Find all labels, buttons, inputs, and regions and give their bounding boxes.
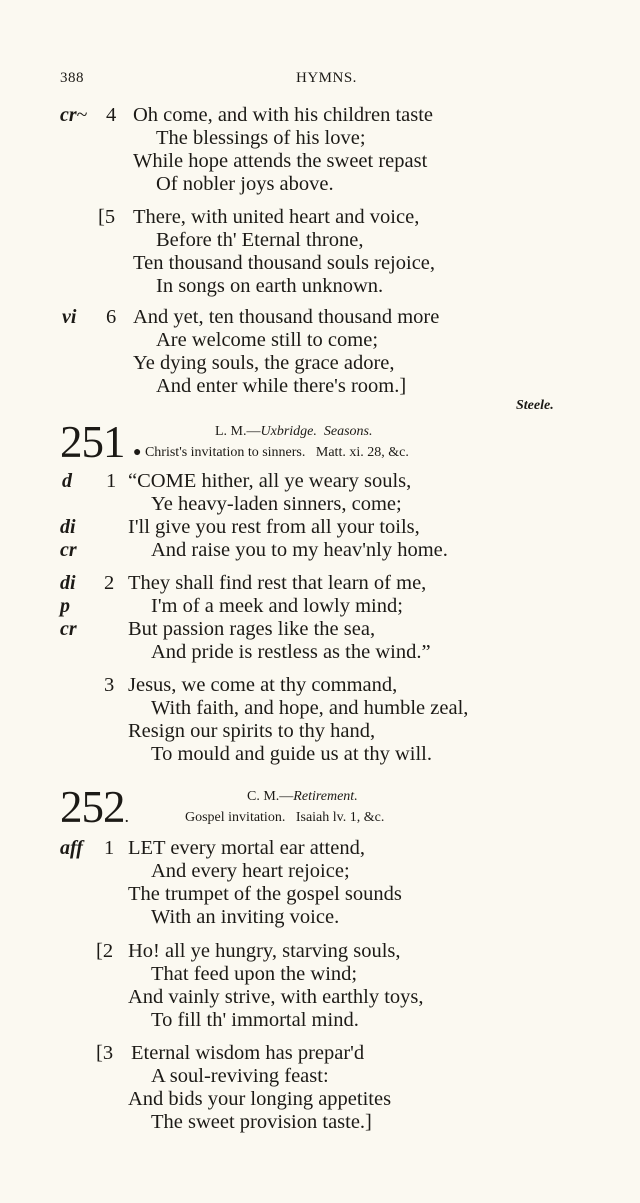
hymn-line: Ho! all ye hungry, starving souls, <box>128 940 401 962</box>
hymn-line: There, with united heart and voice, <box>133 206 420 228</box>
mark-cr: cr <box>60 539 77 561</box>
verse-number: 3 <box>104 674 115 696</box>
mark-di: di <box>60 516 76 538</box>
hymn-line: But passion rages like the sea, <box>128 618 376 640</box>
hymn-252-subject: Gospel invitation. Isaiah lv. 1, &c. <box>185 810 385 825</box>
mark-cr: cr~ <box>60 104 88 126</box>
hymn-number-251: 251 <box>60 417 125 467</box>
hymn-line: And vainly strive, with earthly toys, <box>128 986 424 1008</box>
hymn-line: Before th' Eternal throne, <box>156 229 364 251</box>
verse-number: [3 <box>96 1042 114 1064</box>
verse-number: 1 <box>104 837 115 859</box>
hymn-line: Are welcome still to come; <box>156 329 379 351</box>
verse-number: [2 <box>96 940 114 962</box>
hymn-line: And every heart rejoice; <box>151 860 350 882</box>
hymn-line: While hope attends the sweet repast <box>133 150 428 172</box>
running-title: HYMNS. <box>296 70 357 86</box>
mark-aff: aff <box>60 837 83 859</box>
hymn-line: Ye dying souls, the grace adore, <box>133 352 395 374</box>
hymn-line: And yet, ten thousand thousand more <box>133 306 440 328</box>
mark-vi: vi <box>62 306 77 328</box>
hymn-line: Jesus, we come at thy command, <box>128 674 398 696</box>
verse-number: 4 <box>106 104 117 126</box>
hymn-line: That feed upon the wind; <box>151 963 358 985</box>
hymn-line: They shall find rest that learn of me, <box>128 572 427 594</box>
hymn-line: A soul-reviving feast: <box>151 1065 329 1087</box>
hymn-line: To mould and guide us at thy will. <box>151 743 432 765</box>
hymn-line: To fill th' immortal mind. <box>151 1009 359 1031</box>
hymn-line: Resign our spirits to thy hand, <box>128 720 376 742</box>
verse-number: [5 <box>98 206 116 228</box>
verse-number: 1 <box>106 470 117 492</box>
hymn-line: LET every mortal ear attend, <box>128 837 365 859</box>
mark-d: d <box>62 470 72 492</box>
hymn-line: The trumpet of the gospel sounds <box>128 883 402 905</box>
hymn-line: The sweet provision taste.] <box>151 1111 372 1133</box>
mark-cr: cr <box>60 618 77 640</box>
hymn-line: And raise you to my heav'nly home. <box>151 539 448 561</box>
hymn-line: Ye heavy-laden sinners, come; <box>151 493 402 515</box>
author-attribution: Steele. <box>516 398 554 413</box>
hymn-line: And bids your longing appetites <box>128 1088 392 1110</box>
mark-p: p <box>60 595 70 617</box>
hymn-line: Eternal wisdom has prepar'd <box>131 1042 365 1064</box>
hymn-251-subject: ● Christ's invitation to sinners. Matt. xi. 28, &c. <box>133 445 409 460</box>
hymn-line: And pride is restless as the wind.” <box>151 641 431 663</box>
mark-di: di <box>60 572 76 594</box>
hymn-line: Ten thousand thousand souls rejoice, <box>133 252 436 274</box>
verse-number: 2 <box>104 572 115 594</box>
hymn-line: And enter while there's room.] <box>156 375 407 397</box>
hymn-line: “COME hither, all ye weary souls, <box>128 470 412 492</box>
hymn-line: I'll give you rest from all your toils, <box>128 516 420 538</box>
page-number: 388 <box>60 70 84 86</box>
hymn-252-meter-tune: C. M.—Retirement. <box>247 789 358 804</box>
hymn-number-252: 252. <box>60 782 129 832</box>
hymn-line: Oh come, and with his children taste <box>133 104 434 126</box>
hymn-line: The blessings of his love; <box>156 127 366 149</box>
hymn-line: In songs on earth unknown. <box>156 275 384 297</box>
hymn-line: With an inviting voice. <box>151 906 340 928</box>
hymn-line: Of nobler joys above. <box>156 173 334 195</box>
hymn-251-meter-tunes: L. M.—Uxbridge. Seasons. <box>215 424 373 439</box>
verse-number: 6 <box>106 306 117 328</box>
hymn-line: I'm of a meek and lowly mind; <box>151 595 403 617</box>
hymn-line: With faith, and hope, and humble zeal, <box>151 697 469 719</box>
